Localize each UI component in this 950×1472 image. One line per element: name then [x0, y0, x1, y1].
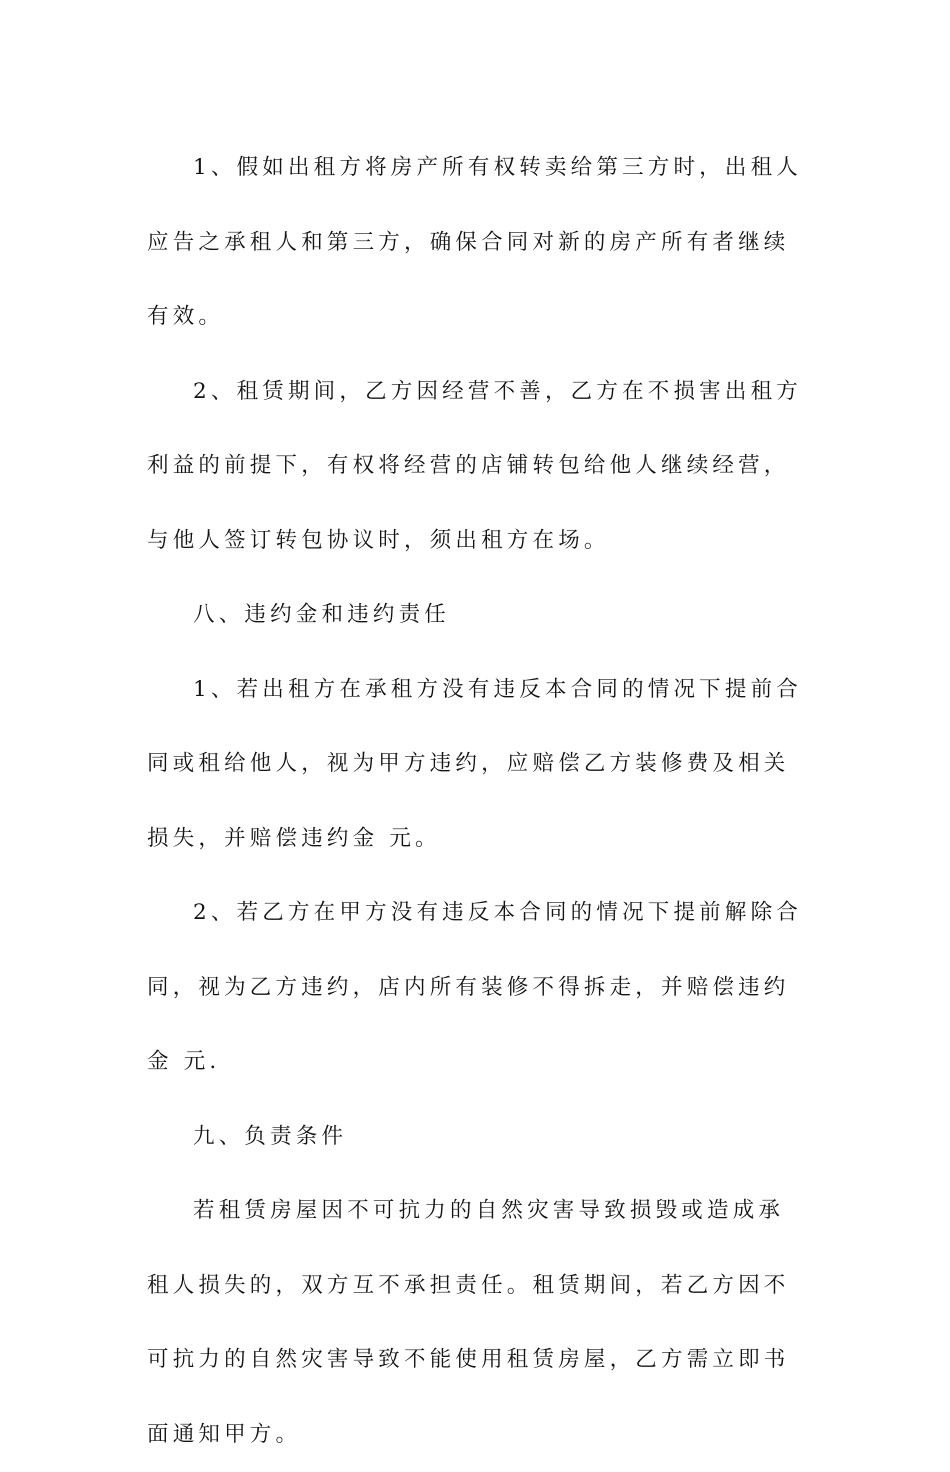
paragraph-lessee-breach: 2、若乙方在甲方没有违反本合同的情况下提前解除合同，视为乙方违约，店内所有装修不得拆走，并赔偿违约金 元. — [147, 900, 802, 1074]
paragraph-force-majeure: 若租赁房屋因不可抗力的自然灾害导致损毁或造成承租人损失的，双方互不承担责任。租赁期间，若乙方因不可抗力的自然灾害导致不能使用租赁房屋，乙方需立即书面通知甲方。 — [147, 1198, 790, 1447]
section-heading-liquidated-damages: 八、违约金和违约责任 — [193, 602, 451, 627]
paragraph-sublease: 2、租赁期间，乙方因经营不善，乙方在不损害出租方利益的前提下，有权将经营的店铺转包给他人继续经营，与他人签订转包协议时，须出租方在场。 — [147, 378, 802, 553]
section-heading-exemption: 九、负责条件 — [193, 1123, 348, 1149]
document-body — [147, 131, 807, 1472]
paragraph-transfer-ownership: 1、假如出租方将房产所有权转卖给第三方时，出租人应告之承租人和第三方，确保合同对新的房产所有者继续有效。 — [147, 155, 802, 329]
paragraph-lessor-breach: 1、若出租方在承租方没有违反本合同的情况下提前合同或租给他人，视为甲方违约，应赔偿乙方装修费及相关损失，并赔偿违约金 元。 — [147, 676, 802, 851]
